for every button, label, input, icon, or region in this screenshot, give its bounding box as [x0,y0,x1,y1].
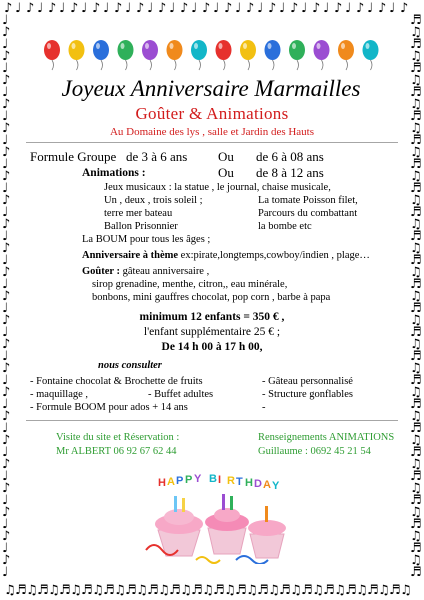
contact-right-2: Guillaume : 0692 45 21 54 [258,446,371,457]
happy-birthday-banner [158,473,280,492]
music-note-icon: ♪ [2,169,11,184]
price-extra: l'enfant supplémentaire 25 € ; [143,326,281,338]
music-note-icon: ♩ [2,325,9,340]
music-note-icon: ♩ [301,1,308,16]
balloon-icon [289,40,305,70]
option-right-2: - Structure gonflables [262,389,353,400]
music-note-icon: ♫ [410,49,422,64]
music-note-icon: ♪ [224,1,233,16]
music-note-icon: ♬ [345,583,357,598]
music-note-icon: ♪ [2,145,11,160]
music-note-icon: ♩ [2,277,9,292]
banner-letter: T [236,476,243,488]
options-heading: nous consulter [98,360,162,371]
music-note-icon: ♬ [125,583,137,598]
music-note-icon: ♬ [410,13,422,28]
banner-letter: B [209,473,217,485]
music-note-icon: ♩ [2,181,9,196]
music-note-icon: ♬ [410,397,422,412]
music-note-icon: ♪ [246,1,255,16]
balloon-icon [69,40,85,70]
music-note-icon: ♪ [114,1,123,16]
music-note-icon: ♬ [301,583,313,598]
formule-age-1: de 3 à 6 ans [126,149,188,164]
contact-left-1: Visite du site et Réservation : [56,432,180,443]
music-note-icon: ♬ [59,583,71,598]
music-note-icon: ♫ [410,337,422,352]
music-note-icon: ♪ [202,1,211,16]
music-note-icon: ♬ [410,37,422,52]
balloon-icon [363,40,379,70]
music-note-icon: ♫ [400,583,412,598]
banner-letter: H [245,477,253,489]
music-note-icon: ♩ [2,229,9,244]
music-note-icon: ♩ [2,157,9,172]
music-note-icon: ♫ [410,313,422,328]
jeux-line-1: Jeux musicaux : la statue , le journal, chaise musicale, [104,182,331,193]
music-note-icon: ♪ [2,49,11,64]
music-note-icon: ♩ [2,13,9,28]
music-note-icon: ♪ [378,1,387,16]
venue-line: Au Domaine des lys , salle et Jardin des Hauts [109,126,315,138]
formule-or-2: Ou [218,165,234,180]
option-left-1: - Fontaine chocolat & Brochette de fruits [30,376,203,387]
music-note-icon: ♫ [410,193,422,208]
cupcake-right [248,506,286,558]
music-note-icon: ♬ [410,109,422,124]
music-note-icon: ♫ [410,121,422,136]
music-note-icon: ♩ [37,1,44,16]
formule-age-2: de 6 à 08 ans [256,149,324,164]
music-note-icon: ♫ [48,583,60,598]
music-note-icon: ♫ [356,583,368,598]
balloon-icon [44,40,60,70]
music-note-icon: ♩ [15,1,22,16]
formule-age-3: de 8 à 12 ans [256,165,324,180]
gouter-label: Goûter : [82,266,121,277]
music-note-icon: ♬ [279,583,291,598]
formule-or-1: Ou [218,149,234,164]
music-note-icon: ♪ [2,361,11,376]
music-note-icon: ♬ [410,349,422,364]
option-right-3: - [262,402,266,413]
option-left-3: - Formule BOOM pour ados + 14 ans [30,402,188,413]
music-note-icon: ♬ [410,85,422,100]
music-note-icon: ♫ [410,361,422,376]
balloon-icon [216,40,232,70]
birthday-cupcakes-image [136,472,286,564]
music-note-icon: ♫ [202,583,214,598]
balloon-icon [93,40,109,70]
music-note-icon: ♫ [180,583,192,598]
music-note-icon: ♩ [81,1,88,16]
music-note-icon: ♬ [37,583,49,598]
music-note-icon: ♩ [279,1,286,16]
boom-line: La BOUM pour tous les âges ; [82,234,211,245]
music-note-icon: ♩ [2,421,9,436]
music-note-icon: ♩ [103,1,110,16]
music-note-icon: ♬ [410,181,422,196]
music-note-icon: ♪ [2,313,11,328]
music-note-icon: ♫ [4,583,16,598]
music-note-icon: ♪ [180,1,189,16]
cupcake-left [155,496,203,556]
music-note-icon: ♬ [410,301,422,316]
music-note-icon: ♫ [410,409,422,424]
jeux-line-3-left: terre mer bateau [104,208,173,219]
animations-heading: Animations : [82,167,146,179]
music-note-icon: ♬ [410,229,422,244]
music-note-icon: ♪ [2,193,11,208]
banner-letter: P [185,474,193,486]
music-note-icon: ♬ [410,493,422,508]
gouter-line-3: bonbons, mini gauffres chocolat, pop corn , barbe à papa [92,292,331,303]
banner-letter: Y [194,473,202,485]
music-note-icon: ♫ [410,25,422,40]
contact-right-1: Renseignements ANIMATIONS [258,432,395,443]
balloon-icon [167,40,183,70]
jeux-line-3-right: Parcours du combattant [258,208,358,219]
music-note-icon: ♩ [2,301,9,316]
contact-left-2: Mr ALBERT 06 92 67 62 44 [56,446,177,457]
music-note-icon: ♫ [410,217,422,232]
music-note-icon: ♪ [290,1,299,16]
music-note-icon: ♫ [410,385,422,400]
music-note-icon: ♪ [2,25,11,40]
banner-letter: P [176,475,184,487]
music-note-icon: ♩ [2,85,9,100]
music-note-icon: ♩ [2,445,9,460]
separator [26,142,398,143]
music-note-icon: ♪ [334,1,343,16]
music-note-icon: ♫ [224,583,236,598]
jeux-line-4-left: Ballon Prisonnier [104,221,178,232]
music-note-icon: ♪ [2,529,11,544]
music-note-icon: ♪ [2,97,11,112]
gouter-line-1 [82,266,209,278]
balloon-icon [314,40,330,70]
music-note-icon: ♪ [158,1,167,16]
music-note-icon: ♬ [410,133,422,148]
music-note-icon: ♪ [2,217,11,232]
music-note-icon: ♫ [378,583,390,598]
music-note-icon: ♬ [410,445,422,460]
music-note-icon: ♫ [410,97,422,112]
jeux-line-4-right: la bombe etc [258,221,312,232]
music-note-icon: ♩ [2,493,9,508]
music-note-icon: ♩ [2,61,9,76]
music-note-icon: ♩ [169,1,176,16]
music-note-icon: ♪ [2,433,11,448]
music-note-icon: ♩ [2,349,9,364]
music-note-icon: ♪ [2,409,11,424]
music-note-icon: ♫ [410,529,422,544]
music-note-icon: ♩ [345,1,352,16]
music-note-icon: ♫ [290,583,302,598]
music-note-icon: ♩ [323,1,330,16]
formule-label: Formule Groupe [30,149,117,164]
music-note-icon: ♫ [410,553,422,568]
banner-letter: Y [272,480,280,492]
music-note-icon: ♬ [235,583,247,598]
flyer-subtitle: Goûter & Animations [135,104,289,123]
music-note-icon: ♪ [400,1,409,16]
music-note-icon: ♩ [2,565,9,580]
music-note-icon: ♬ [410,325,422,340]
music-note-icon: ♩ [367,1,374,16]
flyer-content [26,34,398,566]
option-middle-2: - Buffet adultes [148,389,214,400]
banner-letter: I [218,474,222,486]
music-note-icon: ♪ [2,289,11,304]
option-right-1: - Gâteau personnalisé [262,376,353,387]
music-note-icon: ♩ [235,1,242,16]
music-note-icon: ♩ [257,1,264,16]
music-note-icon: ♩ [213,1,220,16]
music-note-icon: ♩ [2,37,9,52]
price-minimum: minimum 12 enfants = 350 € , [139,311,285,323]
music-note-icon: ♬ [410,421,422,436]
music-note-icon: ♩ [2,133,9,148]
music-note-icon: ♩ [2,541,9,556]
banner-letter: D [254,478,262,490]
music-note-icon: ♬ [410,277,422,292]
music-note-icon: ♪ [2,121,11,136]
balloon-icon [265,40,281,70]
music-note-icon: ♪ [2,457,11,472]
jeux-line-2-right: La tomate Poisson filet, [258,195,358,206]
music-note-icon: ♫ [410,145,422,160]
music-note-icon: ♩ [147,1,154,16]
theme-text: ex:pirate,longtemps,cowboy/indien , plage… [178,250,370,261]
music-note-icon: ♪ [2,553,11,568]
music-note-icon: ♪ [2,505,11,520]
option-left-2: - maquillage , [30,389,89,400]
music-note-icon: ♬ [410,373,422,388]
music-note-icon: ♬ [191,583,203,598]
music-note-icon: ♬ [410,565,422,580]
music-note-icon: ♫ [410,457,422,472]
music-note-icon: ♫ [410,73,422,88]
balloon-icon [191,40,207,70]
theme-label: Anniversaire à thème [82,250,179,261]
music-note-icon: ♪ [136,1,145,16]
music-note-icon: ♫ [410,433,422,448]
music-note-icon: ♪ [2,265,11,280]
music-note-icon: ♫ [246,583,258,598]
music-note-icon: ♩ [2,397,9,412]
music-note-icon: ♫ [114,583,126,598]
music-note-icon: ♩ [59,1,66,16]
banner-letter: A [263,479,271,491]
music-note-icon: ♬ [169,583,181,598]
music-note-icon: ♬ [147,583,159,598]
music-note-icon: ♬ [389,583,401,598]
music-note-icon: ♬ [15,583,27,598]
balloon-icon [142,40,158,70]
music-note-icon: ♬ [410,61,422,76]
music-note-icon: ♫ [26,583,38,598]
music-note-icon: ♫ [410,505,422,520]
music-note-icon: ♩ [2,517,9,532]
music-note-icon: ♫ [92,583,104,598]
banner-letter: H [158,477,166,489]
music-note-icon: ♪ [48,1,57,16]
music-note-icon: ♬ [410,469,422,484]
music-note-icon: ♪ [92,1,101,16]
gouter-line-2: sirop grenadine, menthe, citron,, eau minérale, [92,279,288,290]
balloon-icon [118,40,134,70]
music-note-icon: ♫ [268,583,280,598]
music-note-icon: ♫ [410,481,422,496]
music-note-icon: ♬ [410,541,422,556]
music-note-icon: ♪ [2,241,11,256]
music-note-icon: ♪ [4,1,13,16]
music-note-icon: ♬ [257,583,269,598]
balloon-icon [338,40,354,70]
music-note-icon: ♪ [2,481,11,496]
music-note-icon: ♫ [410,289,422,304]
music-note-icon: ♬ [81,583,93,598]
music-note-icon: ♫ [410,265,422,280]
jeux-line-2-left: Un , deux , trois soleil ; [104,195,203,206]
banner-letter: R [227,475,235,487]
music-note-icon: ♫ [158,583,170,598]
music-note-icon: ♬ [410,205,422,220]
music-note-icon: ♬ [213,583,225,598]
music-note-icon: ♬ [367,583,379,598]
music-note-icon: ♬ [410,517,422,532]
music-note-icon: ♪ [356,1,365,16]
music-note-icon: ♪ [312,1,321,16]
music-note-icon: ♪ [26,1,35,16]
cupcake-middle [205,494,249,554]
music-note-icon: ♩ [2,109,9,124]
music-note-icon: ♩ [2,253,9,268]
music-note-icon: ♫ [334,583,346,598]
music-note-icon: ♬ [323,583,335,598]
music-note-icon: ♫ [70,583,82,598]
music-note-icon: ♩ [2,205,9,220]
hours: De 14 h 00 à 17 h 00, [161,341,263,353]
music-note-icon: ♩ [125,1,132,16]
gouter-text-1: gâteau anniversaire , [120,266,210,277]
flyer-title: Joyeux Anniversaire Marmailles [61,76,361,101]
balloons-decoration [40,38,386,74]
music-note-icon: ♫ [136,583,148,598]
music-note-icon: ♪ [2,337,11,352]
separator [26,420,398,421]
music-note-icon: ♪ [2,73,11,88]
music-note-icon: ♪ [70,1,79,16]
music-note-icon: ♬ [103,583,115,598]
music-note-icon: ♩ [2,469,9,484]
music-note-icon: ♬ [410,157,422,172]
music-note-icon: ♩ [389,1,396,16]
music-note-icon: ♫ [410,241,422,256]
music-note-icon: ♩ [191,1,198,16]
music-note-icon: ♪ [2,385,11,400]
theme-line [82,250,370,262]
music-note-icon: ♬ [410,253,422,268]
banner-letter: A [167,476,175,488]
music-note-icon: ♩ [2,373,9,388]
music-note-icon: ♫ [410,169,422,184]
music-note-icon: ♫ [312,583,324,598]
music-note-icon: ♪ [268,1,277,16]
balloon-icon [240,40,256,70]
